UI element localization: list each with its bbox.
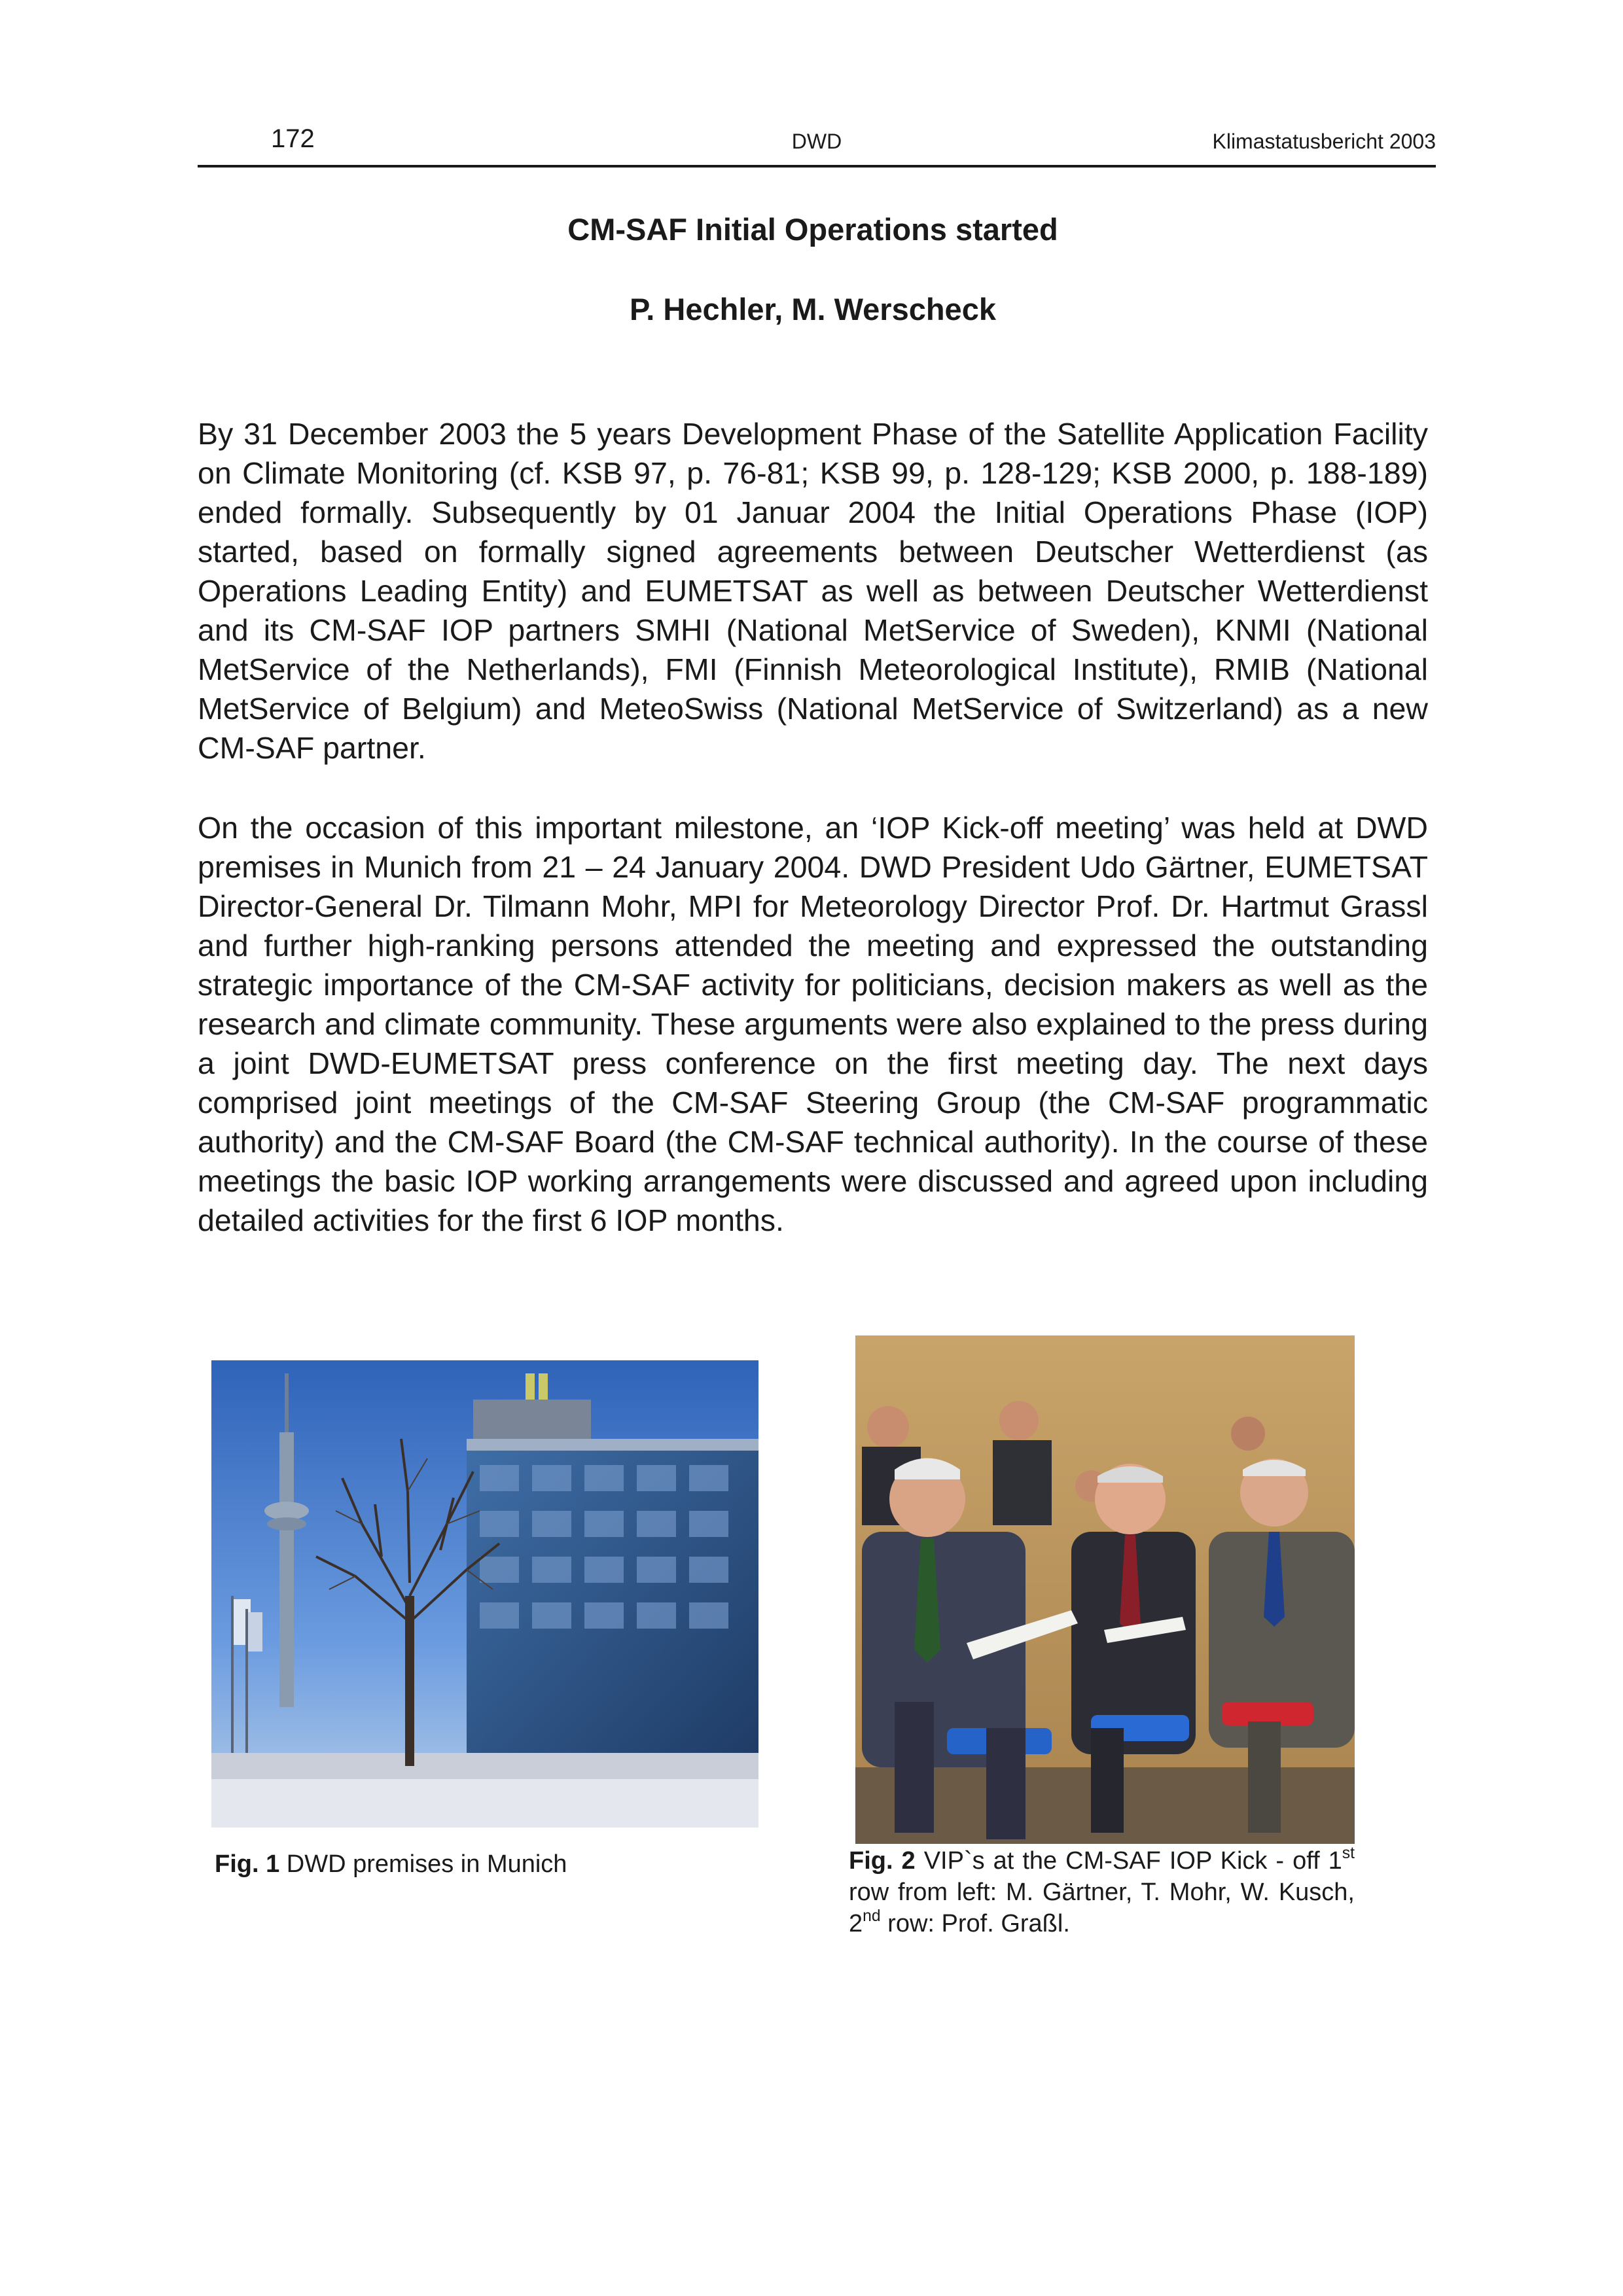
header-rule	[198, 165, 1436, 168]
figure-1-photo	[211, 1360, 758, 1828]
article-title: CM-SAF Initial Operations started	[567, 212, 1058, 247]
figure-1-label: Fig. 1	[215, 1850, 280, 1878]
ordinal-suffix-first: st	[1342, 1845, 1355, 1863]
figure-2-photo	[855, 1335, 1355, 1844]
page-number: 172	[271, 124, 315, 153]
figure-1-caption-text: DWD premises in Munich	[279, 1850, 567, 1878]
dwd-premises-image	[211, 1360, 758, 1828]
figure-2-caption	[849, 1845, 1355, 1939]
body-paragraph-1: By 31 December 2003 the 5 years Development Phase of the Satellite Application Facility on Climate Monitoring (cf. KSB 97, p. 76-81; KSB 99, p. 128-129; KSB 2000, p. 188-189) ended formally. Subsequently by 01 Januar 2004 the Initial Operations Phase (IOP) started, based on formally signed agreements between Deutscher Wetterdienst (as Operations Leading Entity) and EUMETSAT as well as between Deutscher Wetterdienst and its CM-SAF IOP partners SMHI (National MetService of Sweden), KNMI (National MetService of the Netherlands), FMI (Finnish Meteorological Institute), RMIB (National MetService of Belgium) and MeteoSwiss (National MetService of Switzerland) as a new CM-SAF partner.	[198, 417, 1428, 765]
body-paragraph-2: On the occasion of this important milestone, an ‘IOP Kick-off meeting’ was held at DWD premises in Munich from 21 – 24 January 2004. DWD President Udo Gärtner, EUMETSAT Director-General Dr. Tilmann Mohr, MPI for Meteorology Director Prof. Dr. Hartmut Grassl and further high-ranking persons attended the meeting and expressed the outstanding strategic importance of the CM-SAF activity for politicians, decision makers as well as the research and climate community. These arguments were also explained to the press during a joint DWD-EUMETSAT press conference on the first meeting day. The next days comprised joint meetings of the CM-SAF Steering Group (the CM-SAF programmatic authority) and the CM-SAF Board (the CM-SAF technical authority). In the course of these meetings the basic IOP working arrangements were discussed and agreed upon including detailed activities for the first 6 IOP months.	[198, 811, 1428, 1237]
figure-2-caption-text-b: row from left: M. Gärtner, T. Mohr, W. Kusch, 2	[849, 1879, 1355, 1937]
running-header	[198, 119, 1436, 165]
figure-2-caption-text-c: row: Prof. Graßl.	[880, 1910, 1070, 1937]
vip-audience-image	[855, 1335, 1355, 1844]
header-publisher: DWD	[791, 130, 842, 153]
header-report-title: Klimastatusbericht 2003	[1212, 130, 1436, 153]
article-authors: P. Hechler, M. Werscheck	[630, 292, 996, 327]
figure-2-caption-text-a: VIP`s at the CM-SAF IOP Kick - off 1	[915, 1847, 1342, 1875]
ordinal-suffix-second: nd	[863, 1907, 881, 1926]
figure-2-label: Fig. 2	[849, 1847, 916, 1875]
figure-1-caption	[215, 1848, 758, 1880]
